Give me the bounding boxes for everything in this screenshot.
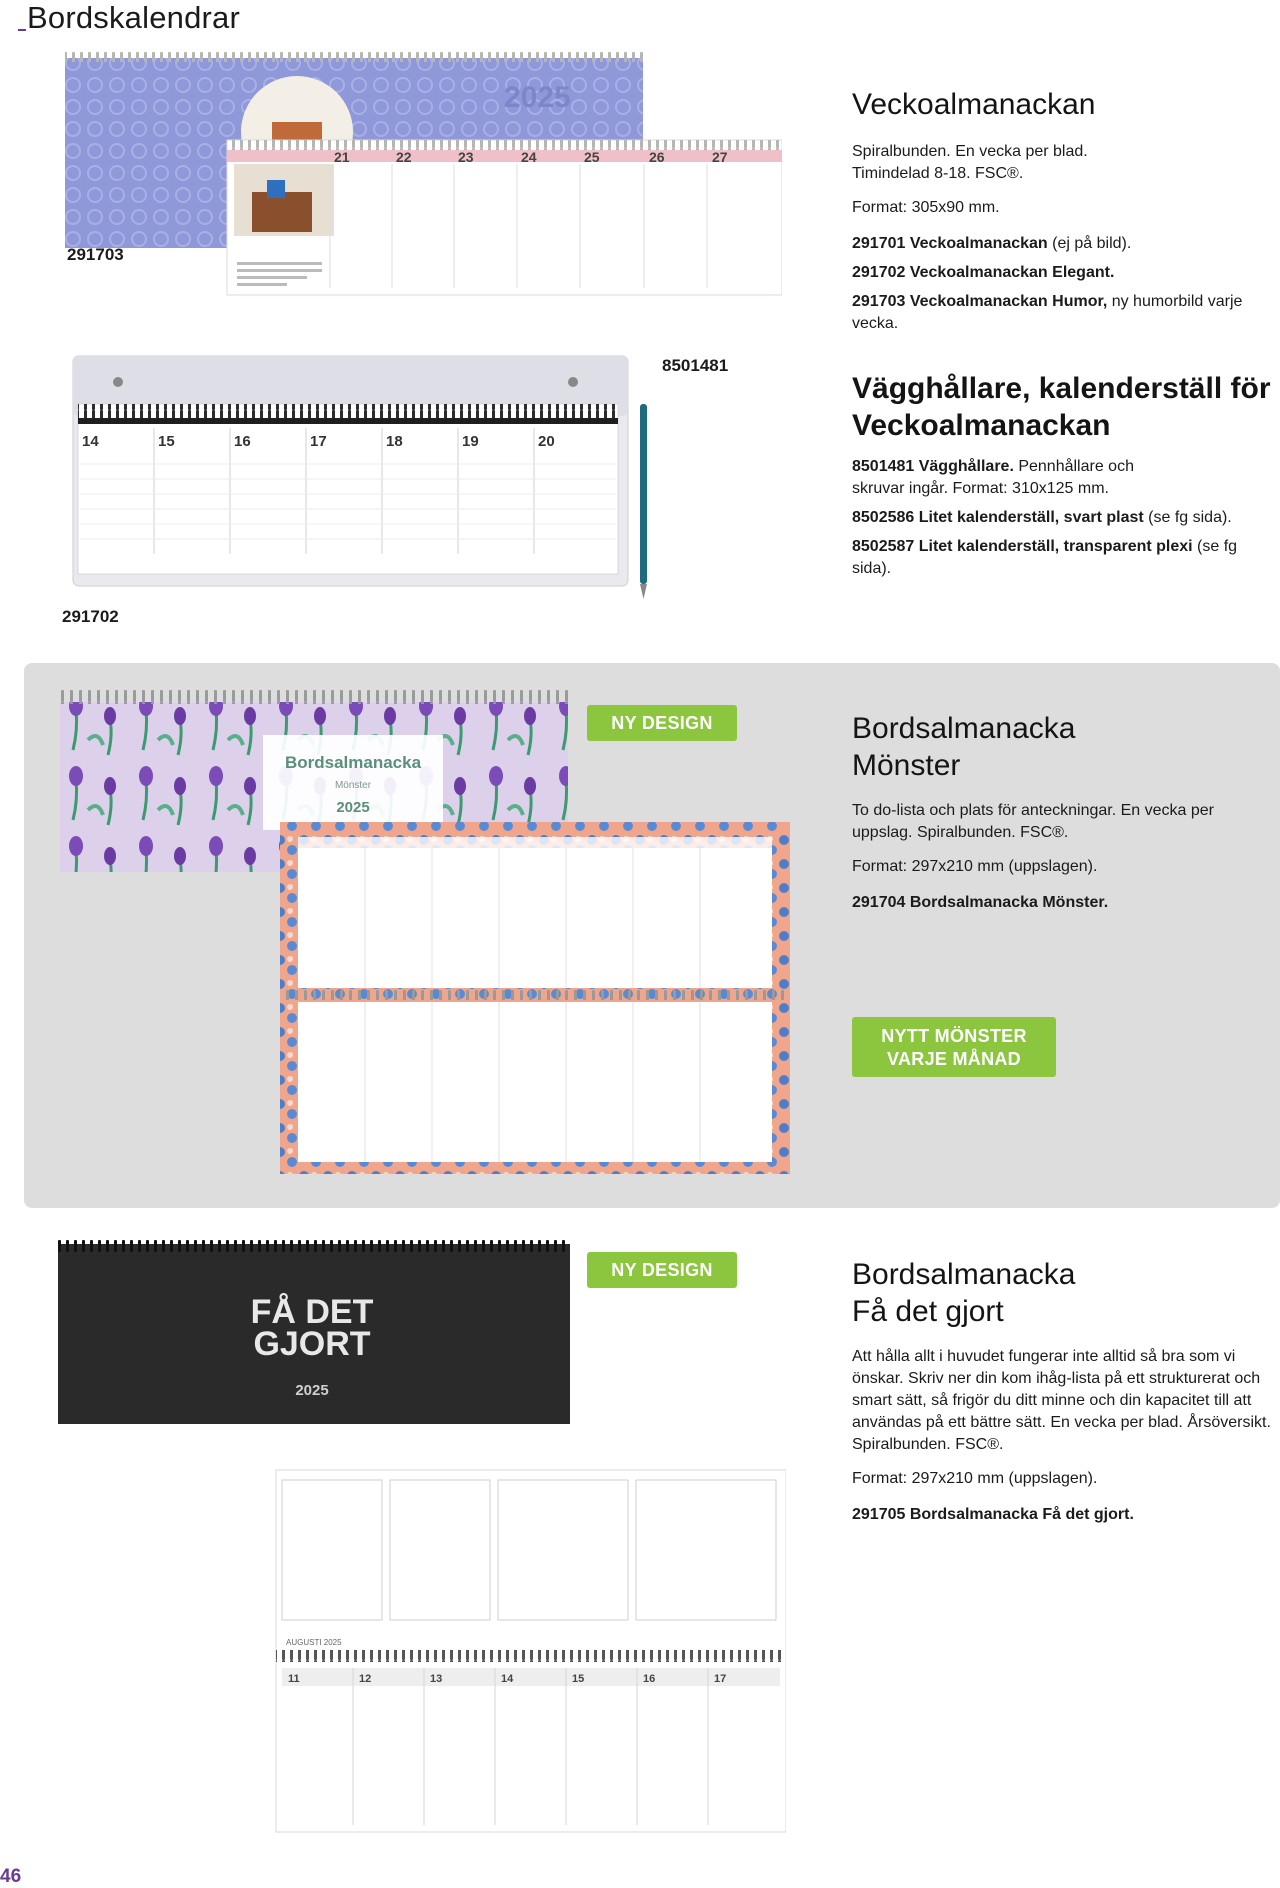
product-item: 8502587 Litet kalenderställ, transparent plexi (se fg sida). [852,538,1238,577]
day-label: 17 [310,433,327,450]
veckoalmanackan-info [852,86,1272,335]
product-item: 291702 Veckoalmanackan Elegant. [852,264,1115,281]
svg-text:2025: 2025 [504,81,571,114]
product-format: Format: 305x90 mm. [852,199,1000,216]
vagghallare-info [852,370,1274,580]
product-item: 8501481 Vägghållare. Pennhållare och skruvar ingår. Format: 310x125 mm. [852,458,1134,497]
product-subtitle: Mönster [852,749,961,782]
product-format: Format: 297x210 mm (uppslagen). [852,858,1098,875]
day-label: 18 [386,433,403,450]
day-label: 11 [288,1673,300,1685]
page-number: 46 [0,1866,22,1887]
product-item: 291701 Veckoalmanackan (ej på bild). [852,235,1132,252]
day-label: 12 [359,1673,372,1685]
bordsalmanacka-monster-image [58,690,798,1190]
svg-text:2025: 2025 [336,799,370,816]
svg-text:Bordsalmanacka: Bordsalmanacka [284,753,422,772]
day-label: 15 [572,1673,585,1685]
day-label: 17 [714,1673,727,1685]
day-label: 16 [643,1673,656,1685]
day-label: 22 [396,149,412,165]
veckoalmanackan-humor-image [62,52,782,302]
ny-design-badge: NY DESIGN [587,705,737,741]
page-header: Bordskalendrar [18,0,240,36]
bordsalmanacka-fa-det-gjort-image [56,1240,786,1840]
svg-text:GJORT: GJORT [253,1325,371,1363]
day-label: 23 [458,149,474,165]
day-label: 24 [521,149,537,165]
svg-text:AUGUSTI 2025: AUGUSTI 2025 [286,1638,342,1647]
ny-design-badge: NY DESIGN [587,1252,737,1288]
day-label: 19 [462,433,479,450]
fa-det-gjort-info [852,1256,1277,1526]
product-title: Vägghållare, kalenderställ för Veckoalmanackan [852,372,1271,442]
veckoalmanackan-elegant-holder-image [58,354,658,604]
svg-text:2025: 2025 [295,1382,329,1399]
product-item: 291704 Bordsalmanacka Mönster. [852,894,1109,911]
day-label: 25 [584,149,600,165]
product-format: Format: 297x210 mm (uppslagen). [852,1470,1098,1487]
day-label: 16 [234,433,251,450]
product-description: To do-lista och plats för anteckningar. En vecka per uppslag. Spiralbunden. FSC®. [852,802,1214,841]
product-subtitle: Få det gjort [852,1295,1004,1328]
label-291702: 291702 [62,607,119,626]
svg-text:FÅ DET: FÅ DET [250,1293,374,1331]
day-label: 27 [712,149,728,165]
product-description: Spiralbunden. En vecka per blad. Timindelad 8-18. FSC®. [852,143,1088,182]
product-title: Bordsalmanacka [852,1258,1076,1291]
day-label: 13 [430,1673,443,1685]
svg-text:Mönster: Mönster [334,780,372,791]
day-label: 21 [334,149,350,165]
product-item: 291703 Veckoalmanackan Humor, ny humorbild varje vecka. [852,293,1243,332]
day-label: 14 [501,1673,514,1685]
day-label: 15 [158,433,175,450]
label-8501481: 8501481 [662,356,729,375]
product-item: 291705 Bordsalmanacka Få det gjort. [852,1506,1134,1523]
day-label: 26 [649,149,665,165]
product-item: 8502586 Litet kalenderställ, svart plast (se fg sida). [852,509,1232,526]
product-title: Veckoalmanackan [852,88,1096,121]
day-label: 20 [538,433,555,450]
product-title: Bordsalmanacka [852,712,1076,745]
product-description: Att hålla allt i huvudet fungerar inte alltid så bra som vi önskar. Skriv ner din kom ihåg-lista på ett strukturerat och smart sätt, så frigör du ditt minne och din kapacitet till att användas på ett bättre sätt. En vecka per blad. Årsöversikt. Spiralbunden. FSC®. [852,1348,1271,1453]
label-291703: 291703 [67,245,124,264]
monster-info [852,710,1262,914]
day-label: 14 [82,433,99,450]
nytt-monster-badge: NYTT MÖNSTER VARJE MÅNAD [852,1017,1056,1077]
